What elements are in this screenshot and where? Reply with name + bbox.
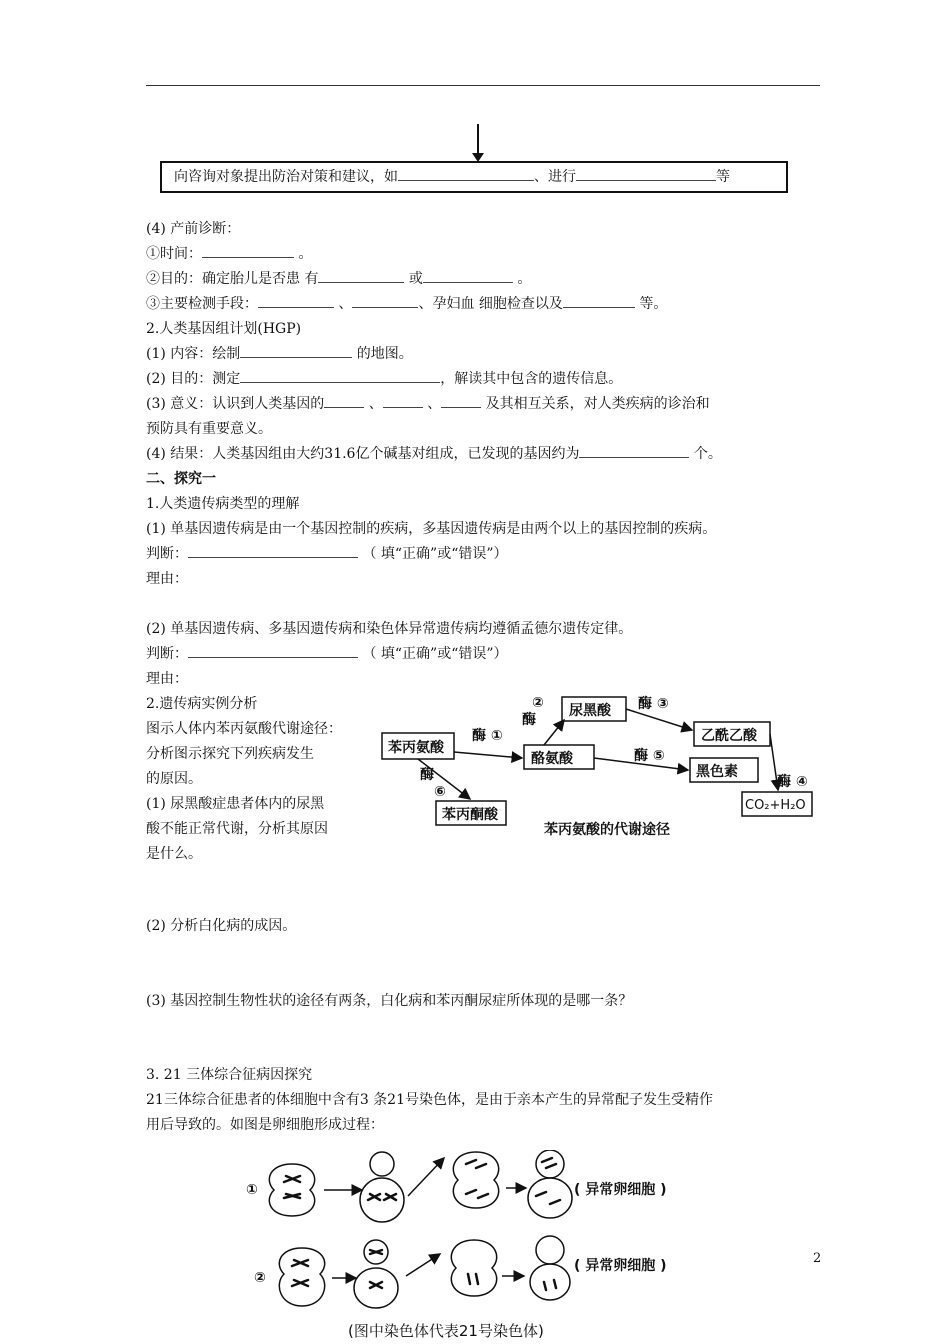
arrow-hga-aca <box>626 709 692 730</box>
question-1: (1) 单基因遗传病是由一个基因控制的疾病，多基因遗传病是由两个以上的基因控制的疾病。 <box>146 521 717 537</box>
hgp-goal: (2) 目的：测定 ，解读其中包含的遗传信息。 <box>146 368 622 390</box>
pathway-caption: 苯丙氨酸的代谢途径 <box>544 822 670 838</box>
intro-line-2: 分析图示探究下列疾病发生 <box>146 746 314 762</box>
node-co2: CO₂+H₂O <box>745 798 806 813</box>
analysis-1-line-1: (1) 尿黑酸症患者体内的尿黑 <box>146 796 325 812</box>
enzyme-2-label: 酶 <box>522 712 536 728</box>
reason-1: 理由： <box>146 571 188 587</box>
section-heading: 二、探究一 <box>146 471 216 487</box>
cell-r1-4 <box>528 1178 572 1218</box>
hgp-result: (4) 结果：人类基因组由大约31.6亿个碱基对组成，已发现的基因约为 个。 <box>146 443 722 465</box>
judge-1: 判断： （ 填“正确”或“错误”） <box>146 543 508 565</box>
enzyme-1: 酶 ① <box>472 728 503 744</box>
node-aca: 乙酰乙酸 <box>701 728 757 744</box>
hgp-heading: 2.人类基因组计划(HGP) <box>146 321 302 337</box>
meiosis-caption: (图中染色体代表21号染色体) <box>348 1322 544 1340</box>
node-tyr: 酪氨酸 <box>531 751 573 767</box>
node-hga: 尿黑酸 <box>569 703 611 719</box>
node-phe: 苯丙氨酸 <box>388 740 444 756</box>
analysis-2: (2) 分析白化病的成因。 <box>146 918 297 934</box>
enzyme-2-num: ② <box>532 695 544 711</box>
analysis-1-line-2: 酸不能正常代谢，分析其原因 <box>146 821 328 837</box>
topic-2: 2.遗传病实例分析 <box>146 696 258 712</box>
intro-line-1: 图示人体内苯丙氨酸代谢途径： <box>146 721 342 737</box>
analysis-3: (3) 基因控制生物性状的途径有两条，白化病和苯丙酮尿症所体现的是哪一条？ <box>146 993 633 1009</box>
reason-2: 理由： <box>146 671 188 687</box>
enzyme-6-label: 酶 <box>420 767 434 783</box>
judge-2: 判断： （ 填“正确”或“错误”） <box>146 643 508 665</box>
polar-body-r1 <box>370 1152 394 1176</box>
hgp-meaning: (3) 意义：认识到人类基因的 、 、 及其相互关系，对人类疾病的诊治和 <box>146 393 710 415</box>
topic-3-para-1: 21三体综合征患者的体细胞中含有3 条21号染色体，是由于亲本产生的异常配子发生受精作 <box>146 1092 713 1108</box>
meiosis-diagram <box>244 1150 704 1344</box>
prenatal-methods: ③主要检测手段： 、 、孕妇血 细胞检查以及 等。 <box>146 293 667 315</box>
prenatal-time: ①时间： 。 <box>146 243 312 265</box>
row-1-label: ① <box>246 1182 258 1198</box>
hgp-content: (1) 内容：绘制 的地图。 <box>146 343 413 365</box>
abnormal-egg-label-2: ( 异常卵细胞 ) <box>574 1258 667 1274</box>
cell-r2-3 <box>451 1240 496 1296</box>
cell-r2-1 <box>279 1248 324 1306</box>
enzyme-4: 酶 ④ <box>777 774 808 790</box>
polar-body-r2-2 <box>536 1236 564 1264</box>
topic-1: 1.人类遗传病类型的理解 <box>146 496 300 512</box>
cell-r2-4 <box>530 1264 570 1300</box>
arrow-phe-tyr <box>454 752 522 758</box>
node-mel: 黑色素 <box>696 764 738 780</box>
arrow-tyr-hga <box>544 720 564 745</box>
topic-3: 3. 21 三体综合征病因探究 <box>146 1067 313 1083</box>
page-number: 2 <box>813 1251 822 1266</box>
cell-r2-2 <box>354 1268 398 1308</box>
enzyme-3: 酶 ③ <box>638 696 669 712</box>
top-rule <box>146 85 820 86</box>
question-2: (2) 单基因遗传病、多基因遗传病和染色体异常遗传病均遵循孟德尔遗传定律。 <box>146 621 633 637</box>
analysis-1-line-3: 是什么。 <box>146 846 202 862</box>
prenatal-heading: (4) 产前诊断： <box>146 221 241 237</box>
enzyme-5: 酶 ⑤ <box>634 748 665 764</box>
polar-body-r1-2 <box>536 1150 564 1178</box>
down-arrow-icon <box>468 124 488 164</box>
prenatal-purpose: ②目的：确定胎儿是否患 有 或 。 <box>146 268 531 290</box>
cell-r1-1 <box>269 1164 314 1216</box>
enzyme-6-num: ⑥ <box>434 784 446 800</box>
topic-3-para-2: 用后导致的。如图是卵细胞形成过程： <box>146 1117 384 1133</box>
intro-line-3: 的原因。 <box>146 771 202 787</box>
flow-box: 向咨询对象提出防治对策和建议，如 、进行 等 <box>160 161 788 193</box>
abnormal-egg-label-1: ( 异常卵细胞 ) <box>574 1182 667 1198</box>
row-2-label: ② <box>254 1270 266 1286</box>
node-ppa: 苯丙酮酸 <box>442 807 498 823</box>
hgp-meaning-cont: 预防具有重要意义。 <box>146 421 272 437</box>
pathway-diagram <box>376 690 820 840</box>
cell-r1-2 <box>360 1178 404 1222</box>
